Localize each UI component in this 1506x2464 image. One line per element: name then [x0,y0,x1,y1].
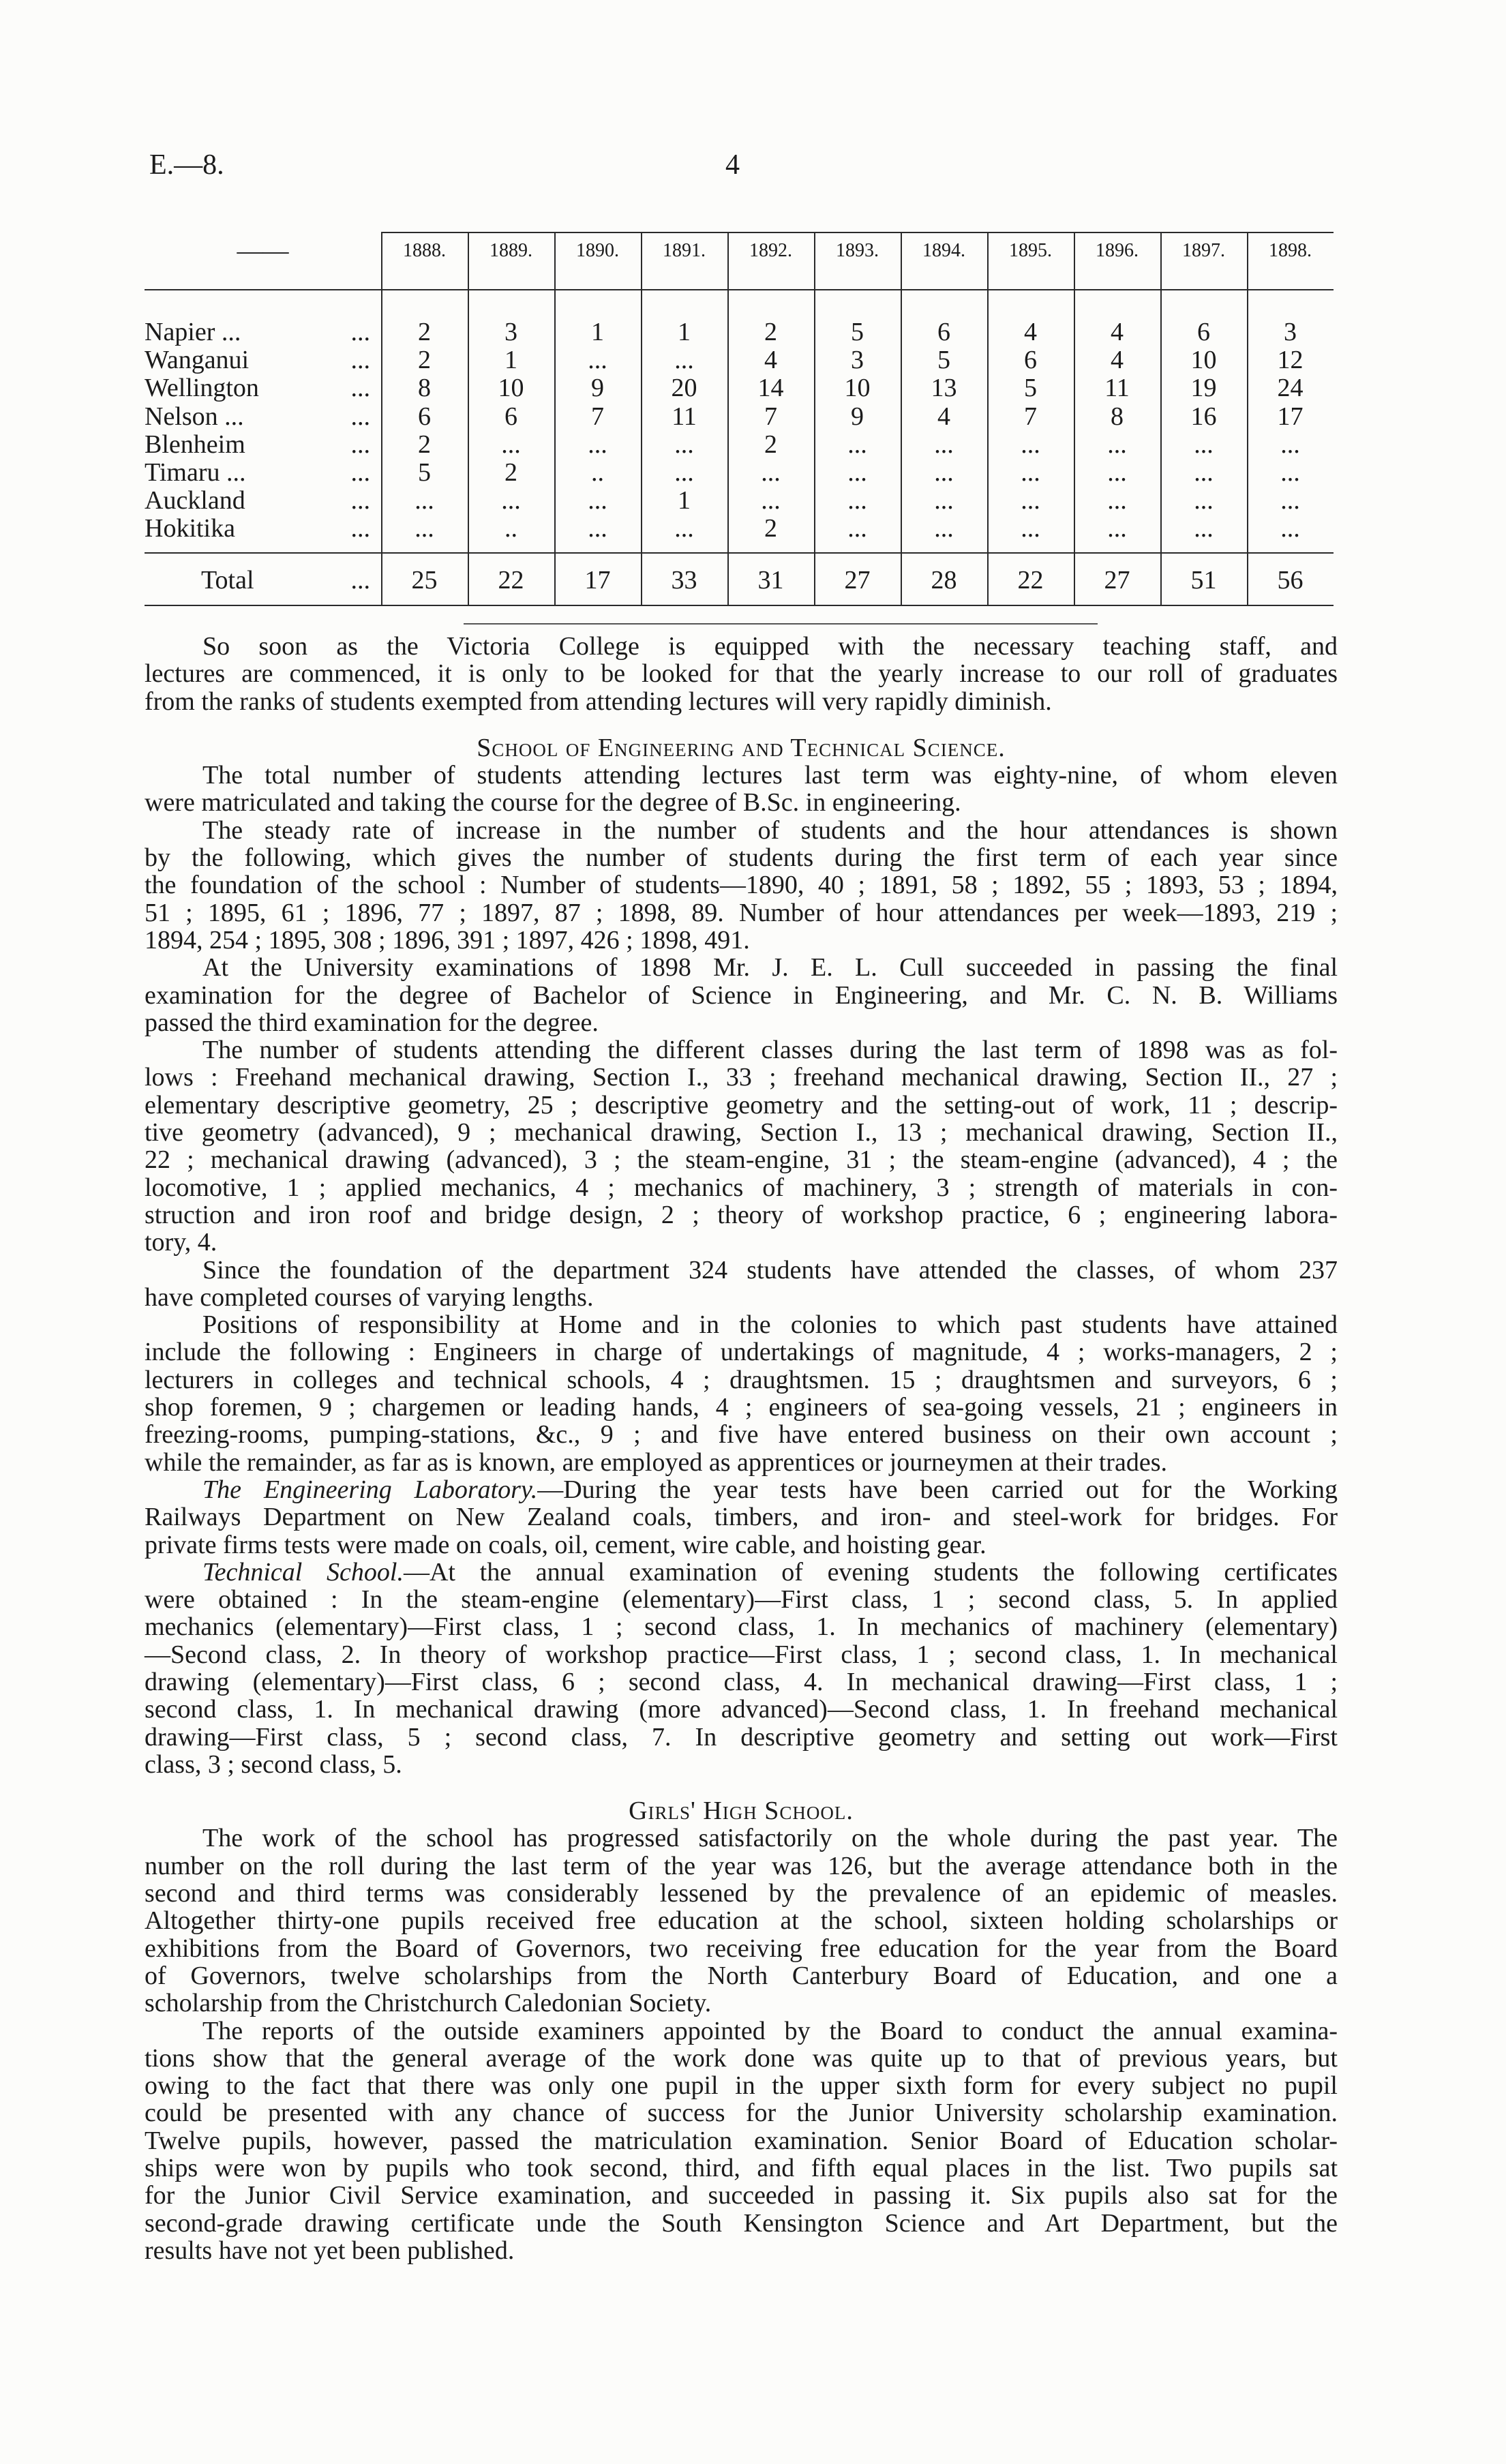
text-line: tive geometry (advanced), 9 ; mechanical drawing, Section I., 13 ; mechanical drawing, Section II., [145,1118,1338,1147]
paragraph [145,633,1338,715]
text-line: scholarship from the Christchurch Caledonian Society. [145,1989,712,2018]
text-line: tory, 4. [145,1228,217,1257]
student-count-cell: 7 [1024,402,1037,431]
student-count-cell: ... [761,486,781,515]
student-count-cell: 1 [504,346,517,375]
student-count-cell: ... [934,486,954,515]
student-count-cell: 27 [844,565,871,595]
student-count-cell: .. [591,457,604,487]
year-header: 1894. [922,240,965,261]
student-count-cell: 11 [672,402,697,431]
text-line: the foundation of the school : Number of students—1890, 40 ; 1891, 58 ; 1892, 55 ; 1893, 53 ; 1894, [145,871,1338,900]
text-line: by the following, which gives the number of students during the first term of each year since [145,843,1338,873]
student-count-cell: 2 [764,318,777,346]
text-line: private firms tests were made on coals, oil, cement, wire cable, and hoisting gear. [145,1530,987,1559]
table-total-section [145,552,1334,606]
district-name: Total [201,565,254,595]
district-name: Timaru ... [145,457,246,487]
paragraph [145,2017,1338,2265]
column-divider [1247,232,1248,606]
student-count-cell: 20 [671,374,697,403]
student-count-cell: 1 [591,318,604,346]
student-count-cell: 2 [418,430,431,459]
text-line: The reports of the outside examiners appointed by the Board to conduct the annual examina- [202,2016,1338,2045]
student-count-cell: 5 [851,318,864,346]
student-count-cell: 13 [931,374,957,403]
student-count-cell: 17 [584,565,611,595]
district-name: Wellington [145,374,259,403]
year-header: 1895. [1009,240,1052,261]
text-line: The number of students attending the different classes during the last term of 1898 was as fol- [202,1036,1338,1065]
text-line: elementary descriptive geometry, 25 ; descriptive geometry and the setting-out of work, 11 ; descrip- [145,1090,1338,1120]
total-row [145,567,1334,595]
student-count-cell: ... [1021,457,1040,487]
student-count-cell: 12 [1277,346,1304,375]
text-line: Positions of responsibility at Home and in the colonies to which past students have attained [202,1310,1338,1340]
column-divider [554,232,556,606]
district-name: Blenheim [145,430,245,459]
student-count-cell: ... [1107,514,1127,543]
text-line [145,1559,1338,1586]
table-row [145,431,1334,459]
table-row [145,346,1334,374]
text-line: class, 3 ; second class, 5. [145,1749,402,1779]
student-count-cell: ... [934,430,954,459]
table-row [145,459,1334,487]
text-line: The work of the school has progressed satisfactorily on the whole during the past year. The [202,1824,1338,1853]
column-divider [814,232,815,606]
paragraph [145,1257,1338,1312]
student-count-cell: 6 [418,402,431,431]
table-row [145,374,1334,402]
table-row [145,318,1334,346]
year-header: 1898. [1269,240,1312,261]
student-count-cell: ... [415,514,434,543]
column-divider [1074,232,1075,606]
table-row [145,515,1334,543]
text-line: The steady rate of increase in the number of students and the hour attendances is shown [202,815,1338,845]
student-count-cell: ... [1107,486,1127,515]
student-count-cell: ... [1280,486,1300,515]
student-count-cell: 27 [1104,565,1130,595]
student-count-cell: ... [1107,457,1127,487]
text-line: passed the third examination for the degree. [145,1008,599,1037]
student-count-cell: 2 [418,346,431,375]
line-text: —During the year tests have been carried out for the Working [537,1475,1338,1504]
student-count-cell: ... [1280,457,1300,487]
dot-leader: ... [350,457,370,487]
text-line: for the Junior Civil Service examination, and succeeded in passing it. Six pupils also sat for the [145,2181,1338,2210]
student-count-cell: 4 [1111,346,1124,375]
district-label-cell [145,459,381,487]
text-line: tions show that the general average of the work done was quite up to that of previous years, but [145,2043,1338,2073]
student-count-cell: ... [1021,514,1040,543]
column-divider [901,232,902,606]
table-body [145,290,1334,543]
student-count-cell: 4 [764,346,777,375]
text-line: mechanics (elementary)—First class, 1 ; second class, 1. In mechanics of machinery (elementary) [145,1612,1338,1642]
student-count-cell: 24 [1277,374,1304,403]
table-row [145,403,1334,431]
student-count-cell: 5 [937,346,950,375]
dot-leader: ... [350,346,370,375]
text-line: from the ranks of students exempted from attending lectures will very rapidly diminish. [145,687,1052,716]
paragraph [145,817,1338,954]
table-corner-dash: —— [237,237,289,265]
district-name: Nelson ... [145,402,244,431]
year-header: 1897. [1182,240,1225,261]
district-label-cell [145,567,381,595]
student-count-cell: 5 [418,457,431,487]
student-count-cell: ... [847,430,867,459]
student-count-cell: ... [1194,430,1214,459]
column-divider [727,232,729,606]
student-count-cell: 10 [844,374,871,403]
text-line: 51 ; 1895, 61 ; 1896, 77 ; 1897, 87 ; 1898, 89. Number of hour attendances per week—1893, 219 ; [145,898,1338,927]
text-line: while the remainder, as far as is known, are employed as apprentices or journeymen at their trades. [145,1447,1167,1477]
student-count-cell: 9 [851,402,864,431]
student-count-cell: 2 [418,318,431,346]
text-line: Railways Department on New Zealand coals, timbers, and iron- and steel-work for bridges. For [145,1503,1338,1532]
student-count-cell: 22 [1017,565,1044,595]
student-count-cell: 51 [1190,565,1217,595]
student-count-cell: ... [934,457,954,487]
student-count-cell: 2 [764,514,777,543]
student-count-cell: ... [1280,514,1300,543]
text-line: lecturers in colleges and technical schools, 4 ; draughtsmen. 15 ; draughtsmen and surveyors, 6 ; [145,1365,1338,1394]
text-line: shop foremen, 9 ; chargemen or leading hands, 4 ; engineers of sea-going vessels, 21 ; engineers in [145,1393,1338,1422]
column-divider [468,232,469,606]
column-divider [1160,232,1162,606]
text-line: number on the roll during the last term of the year was 126, but the average attendance both in the [145,1851,1338,1880]
student-count-cell: ... [501,430,521,459]
student-count-cell: 11 [1104,374,1130,403]
year-header: 1893. [836,240,879,261]
student-count-cell: 4 [1024,318,1037,346]
text-line: drawing (elementary)—First class, 6 ; second class, 4. In mechanical drawing—First class, 1 ; [145,1667,1338,1696]
text-line: were obtained : In the steam-engine (elementary)—First class, 1 ; second class, 5. In applied [145,1585,1338,1614]
text-line: results have not yet been published. [145,2236,515,2265]
student-count-cell: ... [415,486,434,515]
district-label-cell [145,318,381,346]
report-body [145,633,1338,2264]
district-name: Napier ... [145,318,241,346]
text-line: examination for the degree of Bachelor of Science in Engineering, and Mr. C. N. B. Williams [145,980,1338,1010]
student-count-cell: ... [674,514,694,543]
text-line: second-grade drawing certificate unde the South Kensington Science and Art Department, but the [145,2208,1338,2238]
student-count-cell: 6 [504,402,517,431]
text-line: —Second class, 2. In theory of workshop practice—First class, 1 ; second class, 1. In mechanical [145,1640,1338,1669]
student-count-cell: ... [1021,486,1040,515]
student-count-cell: ... [1107,430,1127,459]
dot-leader: ... [350,318,370,346]
student-count-cell: ... [1194,457,1214,487]
text-line: So soon as the Victoria College is equipped with the necessary teaching staff, and [202,632,1338,661]
text-line: ships were won by pupils who took second, third, and fifth equal places in the list. Two pupils sat [145,2154,1338,2183]
column-divider [381,232,382,606]
paragraph [145,762,1338,817]
student-count-cell: 19 [1190,374,1217,403]
student-count-cell: ... [1280,430,1300,459]
student-count-cell: 25 [411,565,438,595]
student-count-cell: 28 [931,565,957,595]
text-line: 1894, 254 ; 1895, 308 ; 1896, 391 ; 1897, 426 ; 1898, 491. [145,925,750,955]
text-line: Altogether thirty-one pupils received free education at the school, sixteen holding scholarships or [145,1906,1338,1936]
student-count-cell: ... [674,430,694,459]
text-line: Twelve pupils, however, passed the matriculation examination. Senior Board of Education scholar- [145,2126,1338,2155]
student-count-cell: 7 [591,402,604,431]
student-count-cell: 3 [504,318,517,346]
text-line: drawing—First class, 5 ; second class, 7. In descriptive geometry and setting out work—First [145,1722,1338,1752]
student-count-cell: ... [588,514,607,543]
year-header: 1889. [490,240,532,261]
year-header: 1892. [749,240,792,261]
column-divider [641,232,642,606]
document-reference: E.—8. [149,149,224,181]
student-count-cell: 17 [1277,402,1304,431]
year-header: 1888. [403,240,446,261]
district-label-cell [145,403,381,431]
student-count-cell: 6 [1024,346,1037,375]
student-count-cell: .. [504,514,517,543]
student-count-cell: 8 [418,374,431,403]
student-count-cell: ... [761,457,781,487]
student-count-cell: ... [934,514,954,543]
table-header-row [145,232,1334,290]
student-count-cell: 31 [757,565,784,595]
student-count-cell: 4 [1111,318,1124,346]
paragraph [145,1824,1338,2017]
district-label-cell [145,431,381,459]
text-line: of Governors, twelve scholarships from the North Canterbury Board of Education, and one a [145,1961,1338,1990]
table-top-rule [381,232,1334,233]
district-label-cell [145,487,381,515]
text-line [145,1476,1338,1503]
text-line: locomotive, 1 ; applied mechanics, 4 ; mechanics of machinery, 3 ; strength of materials in con- [145,1173,1338,1202]
student-count-cell: ... [1021,430,1040,459]
paragraph [145,954,1338,1036]
dot-leader: ... [350,565,370,595]
section-heading: School of Engineering and Technical Science. [477,733,1006,762]
student-count-cell: ... [588,430,607,459]
student-count-cell: 22 [498,565,524,595]
student-count-cell: ... [847,514,867,543]
student-count-cell: 10 [498,374,524,403]
district-label-cell [145,346,381,374]
district-label-cell [145,515,381,543]
student-count-cell: 16 [1190,402,1217,431]
student-count-cell: 8 [1111,402,1124,431]
dot-leader: ... [350,374,370,403]
paragraph [145,1036,1338,1256]
paragraph [145,1476,1338,1559]
district-name: Auckland [145,486,245,515]
student-count-cell: 2 [764,430,777,459]
dot-leader: ... [350,430,370,459]
district-label-cell [145,374,381,402]
page-number: 4 [725,149,740,181]
italic-subheading: The Engineering Laboratory. [202,1475,538,1504]
text-line: 22 ; mechanical drawing (advanced), 3 ; the steam-engine, 31 ; the steam-engine (advanced), 4 ; the [145,1145,1338,1175]
text-line: were matriculated and taking the course for the degree of B.Sc. in engineering. [145,788,961,817]
student-count-cell: 1 [678,318,691,346]
student-count-cell: 2 [504,457,517,487]
district-name: Wanganui [145,346,250,375]
text-line: lows : Freehand mechanical drawing, Section I., 33 ; freehand mechanical drawing, Section II., 27 ; [145,1063,1338,1092]
student-count-cell: 6 [937,318,950,346]
student-count-cell: 7 [764,402,777,431]
students-by-district-table [145,232,1334,606]
text-line: At the University examinations of 1898 Mr. J. E. L. Cull succeeded in passing the final [202,953,1338,982]
student-count-cell: ... [501,486,521,515]
year-header: 1891. [663,240,706,261]
student-count-cell: ... [674,457,694,487]
paragraph [145,1559,1338,1778]
italic-subheading: Technical School. [202,1557,404,1587]
text-line: The total number of students attending lectures last term was eighty-nine, of whom eleven [202,761,1338,790]
student-count-cell: ... [588,486,607,515]
student-count-cell: 56 [1277,565,1304,595]
student-count-cell: 3 [1284,318,1297,346]
column-divider [987,232,989,606]
student-count-cell: 3 [851,346,864,375]
text-line: lectures are commenced, it is only to be looked for that the yearly increase to our roll of graduates [145,659,1338,689]
text-line: second and third terms was considerably lessened by the prevalence of an epidemic of measles. [145,1879,1338,1908]
student-count-cell: 4 [937,402,950,431]
student-count-cell: 1 [678,486,691,515]
text-line: Since the foundation of the department 324 students have attended the classes, of whom 237 [202,1255,1338,1284]
student-count-cell: 14 [757,374,784,403]
district-name: Hokitika [145,514,235,543]
year-header: 1896. [1096,240,1139,261]
student-count-cell: ... [674,346,694,375]
dot-leader: ... [350,486,370,515]
paragraph [145,1311,1338,1476]
text-line: include the following : Engineers in charge of undertakings of magnitude, 4 ; works-managers, 2 ; [145,1338,1338,1367]
year-header: 1890. [576,240,619,261]
text-line: second class, 1. In mechanical drawing (more advanced)—Second class, 1. In freehand mechanical [145,1695,1338,1724]
student-count-cell: ... [1194,486,1214,515]
student-count-cell: ... [847,486,867,515]
student-count-cell: 9 [591,374,604,403]
table-closing-rule [464,623,1098,625]
table-row [145,487,1334,515]
student-count-cell: ... [847,457,867,487]
student-count-cell: 5 [1024,374,1037,403]
student-count-cell: ... [588,346,607,375]
student-count-cell: 33 [671,565,697,595]
text-line: exhibitions from the Board of Governors, two receiving free education for the year from the Board [145,1934,1338,1963]
text-line: freezing-rooms, pumping-stations, &c., 9 ; and five have entered business on their own account ; [145,1420,1338,1449]
dot-leader: ... [350,402,370,431]
text-line: could be presented with any chance of success for the Junior University scholarship examination. [145,2099,1338,2128]
dot-leader: ... [350,514,370,543]
text-line: have completed courses of varying lengths. [145,1282,594,1312]
student-count-cell: ... [1194,514,1214,543]
section-heading: Girls' High School. [629,1797,854,1826]
text-line: struction and iron roof and bridge design, 2 ; theory of workshop practice, 6 ; engineering labora- [145,1200,1338,1229]
line-text: —At the annual examination of evening students the following certificates [403,1557,1338,1587]
student-count-cell: 6 [1197,318,1210,346]
student-count-cell: 10 [1190,346,1217,375]
text-line: owing to the fact that there was only one pupil in the upper sixth form for every subject no pupil [145,2071,1338,2101]
